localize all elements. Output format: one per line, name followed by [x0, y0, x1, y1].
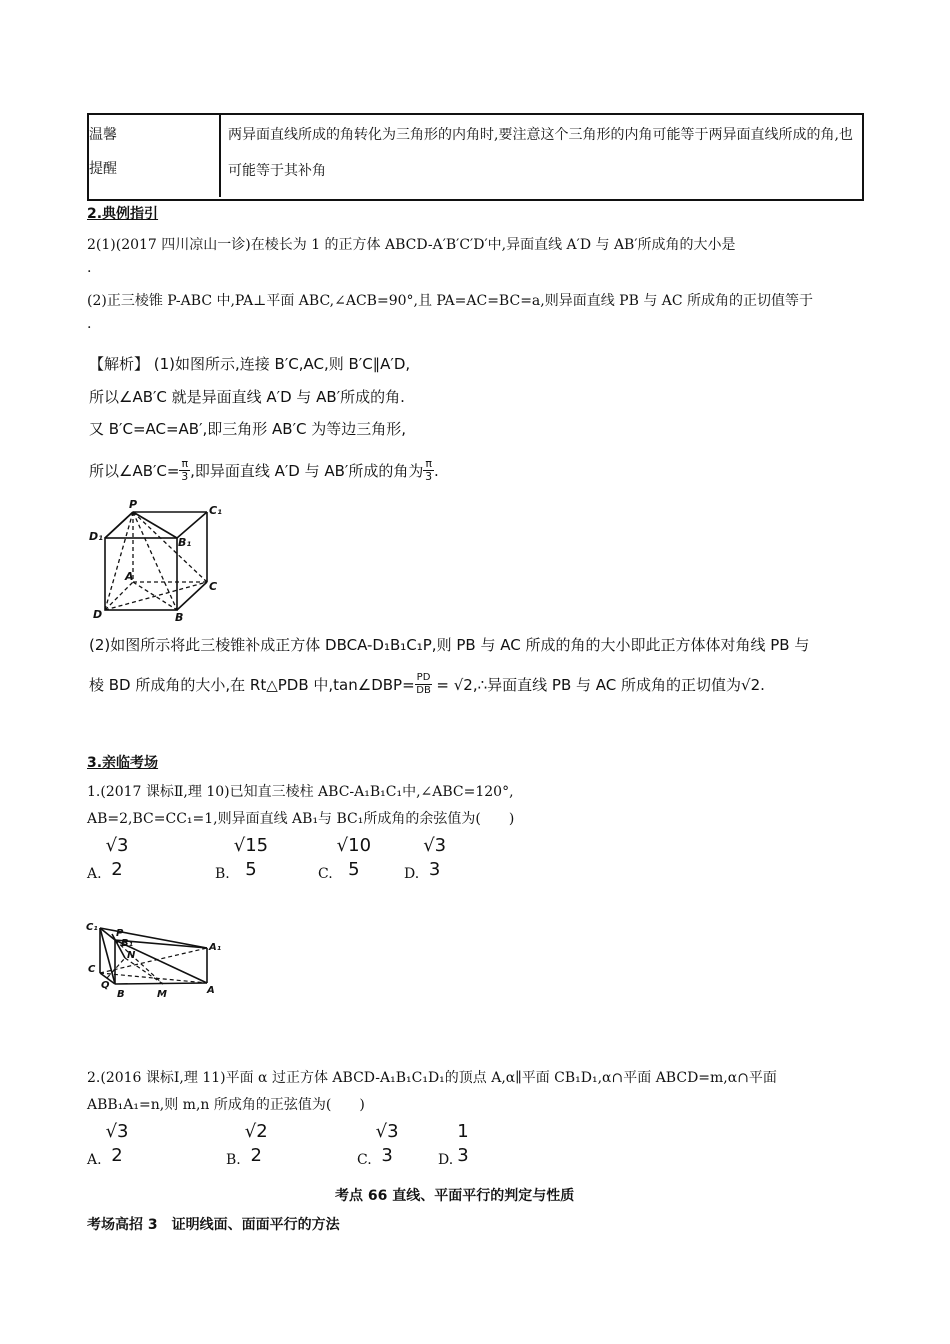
fig2-label-a1: A₁ — [209, 942, 222, 953]
fig1-label-b: B — [175, 611, 184, 624]
q1-choice-a[interactable] — [87, 834, 128, 882]
choice-numerator: 1 — [457, 1121, 469, 1142]
q2-choice-b[interactable] — [226, 1120, 268, 1168]
problem-dot-1: . — [87, 260, 92, 276]
choice-denominator: 5 — [348, 859, 360, 880]
fig2-label-n: N — [127, 950, 136, 961]
fig1-label-c: C — [209, 580, 218, 593]
choice-denominator: 2 — [250, 1145, 262, 1166]
choice-denominator: 2 — [111, 859, 123, 880]
choice-numerator: √3 — [105, 1121, 129, 1142]
fig1-label-a: A — [125, 570, 134, 583]
choice-denominator: 5 — [245, 859, 257, 880]
choice-label: B. — [226, 1152, 241, 1168]
q1-choice-b[interactable] — [215, 834, 268, 882]
pi-over-3-fraction — [179, 458, 190, 483]
q1-line-2: AB=2,BC=CC₁=1,则异面直线 AB₁与 BC₁所成角的余弦值为( ) — [87, 811, 515, 827]
solution-line-6-a: 棱 BD 所成角的大小,在 Rt△PDB 中,tan∠DBP= — [89, 676, 415, 694]
solution-line-5: (2)如图所示将此三棱锥补成正方体 DBCA-D₁B₁C₁P,则 PB 与 AC 所成的角的大小即此正方体体对角线 PB 与 — [89, 636, 810, 654]
choice-numerator: √3 — [105, 835, 129, 856]
solution-line-6-b: = √2,∴异面直线 PB 与 AC 所成角的正切值为√2. — [436, 676, 765, 694]
q1-choice-d[interactable] — [404, 834, 446, 882]
q1-line-1: 1.(2017 课标Ⅱ,理 10)已知直三棱柱 ABC-A₁B₁C₁中,∠ABC=120°, — [87, 784, 514, 800]
fig1-label-d1: D₁ — [89, 530, 103, 543]
q1-choice-c[interactable] — [318, 834, 371, 882]
choice-numerator: √3 — [375, 1121, 399, 1142]
q2-choice-a[interactable] — [87, 1120, 128, 1168]
choice-label: A. — [87, 1152, 102, 1168]
pd-over-db-fraction — [415, 672, 433, 697]
choice-numerator: √10 — [336, 835, 372, 856]
tip-divider — [219, 113, 221, 197]
solution-line-4-a: 所以∠AB′C= — [89, 462, 180, 480]
problem-dot-2: . — [87, 316, 92, 332]
choice-label: B. — [215, 866, 230, 882]
fraction-numerator: π — [181, 457, 189, 470]
choice-numerator: √3 — [423, 835, 447, 856]
topic-heading: 考点 66 直线、平面平行的判定与性质 — [335, 1188, 575, 1204]
solution-line-3: 又 B′C=AC=AB′,即三角形 AB′C 为等边三角形, — [89, 420, 407, 438]
solution-line-4 — [89, 458, 439, 483]
tip-label — [89, 118, 219, 186]
tip-text: 两异面直线所成的角转化为三角形的内角时,要注意这个三角形的内角可能等于两异面直线所成的角,也可能等于其补角 — [228, 127, 853, 179]
fig2-label-a: A — [207, 985, 215, 996]
fig2-label-m: M — [157, 989, 167, 1000]
choice-label: D. — [438, 1152, 454, 1168]
section-title-examples: 2.典例指引 — [87, 206, 159, 222]
choice-label: C. — [357, 1152, 372, 1168]
solution-line-4-b: ,即异面直线 A′D 与 AB′所成的角为 — [190, 462, 424, 480]
choice-numerator: √2 — [244, 1121, 268, 1142]
q2-choice-d[interactable] — [438, 1120, 469, 1168]
fig1-label-c1: C₁ — [209, 504, 222, 517]
choice-value — [106, 1120, 129, 1168]
fig1-label-p: P — [129, 498, 138, 511]
choice-value — [337, 834, 371, 882]
choice-value — [376, 1120, 399, 1168]
prism-figure — [85, 918, 225, 1003]
subtopic-heading: 考场高招 3 证明线面、面面平行的方法 — [87, 1217, 340, 1233]
db-denominator: DB — [416, 685, 431, 696]
q2-choice-c[interactable] — [357, 1120, 399, 1168]
tip-label-2: 提醒 — [89, 161, 117, 177]
fig1-label-b1: B₁ — [178, 536, 192, 549]
fraction-denominator-2: 3 — [425, 470, 433, 483]
q2-line-2: ABB₁A₁=n,则 m,n 所成角的正弦值为( ) — [87, 1097, 365, 1113]
section-title-exam: 3.亲临考场 — [87, 755, 159, 771]
solution-line-1: 【解析】 (1)如图所示,连接 B′C,AC,则 B′C∥A′D, — [89, 355, 411, 373]
problem-line-2: (2)正三棱锥 P-ABC 中,PA⊥平面 ABC,∠ACB=90°,且 PA=AC=BC=a,则异面直线 PB 与 AC 所成角的正切值等于 — [87, 293, 814, 309]
fig2-label-b1: B₁ — [121, 938, 134, 949]
solution-line-2: 所以∠AB′C 就是异面直线 A′D 与 AB′所成的角. — [89, 388, 405, 406]
choice-value — [106, 834, 129, 882]
solution-line-4-c: . — [433, 461, 439, 480]
choice-value — [457, 1120, 468, 1168]
choice-denominator: 3 — [457, 1145, 469, 1166]
choice-value — [245, 1120, 268, 1168]
fig2-label-p: P — [116, 928, 124, 939]
fraction-denominator: 3 — [181, 470, 189, 483]
solution-line-6 — [89, 672, 765, 697]
pd-numerator: PD — [416, 672, 431, 683]
fraction-numerator-2: π — [425, 457, 432, 470]
choice-label: C. — [318, 866, 333, 882]
choice-label: D. — [404, 866, 420, 882]
choice-value — [234, 834, 268, 882]
choice-denominator: 3 — [428, 859, 441, 880]
choice-label: A. — [87, 866, 102, 882]
fig1-label-d: D — [93, 608, 103, 621]
choice-value — [423, 834, 446, 882]
fig2-label-q: Q — [101, 980, 110, 991]
cube-pyramid-figure — [85, 494, 225, 624]
tip-label-1: 温馨 — [89, 127, 117, 143]
choice-numerator: √15 — [233, 835, 269, 856]
fig2-label-c1: C₁ — [86, 922, 98, 933]
q2-line-1: 2.(2016 课标Ⅰ,理 11)平面 α 过正方体 ABCD-A₁B₁C₁D₁的顶点 A,α∥平面 CB₁D₁,α∩平面 ABCD=m,α∩平面 — [87, 1070, 777, 1086]
problem-line-1: 2(1)(2017 四川凉山一诊)在棱长为 1 的正方体 ABCD-A′B′C′D′中,异面直线 A′D 与 AB′所成角的大小是 — [87, 237, 736, 253]
choice-denominator: 3 — [381, 1145, 393, 1166]
choice-denominator: 2 — [111, 1145, 123, 1166]
fig2-label-c: C — [88, 964, 96, 975]
pi-over-3-fraction-2 — [423, 458, 434, 483]
fig2-label-b: B — [117, 989, 125, 1000]
